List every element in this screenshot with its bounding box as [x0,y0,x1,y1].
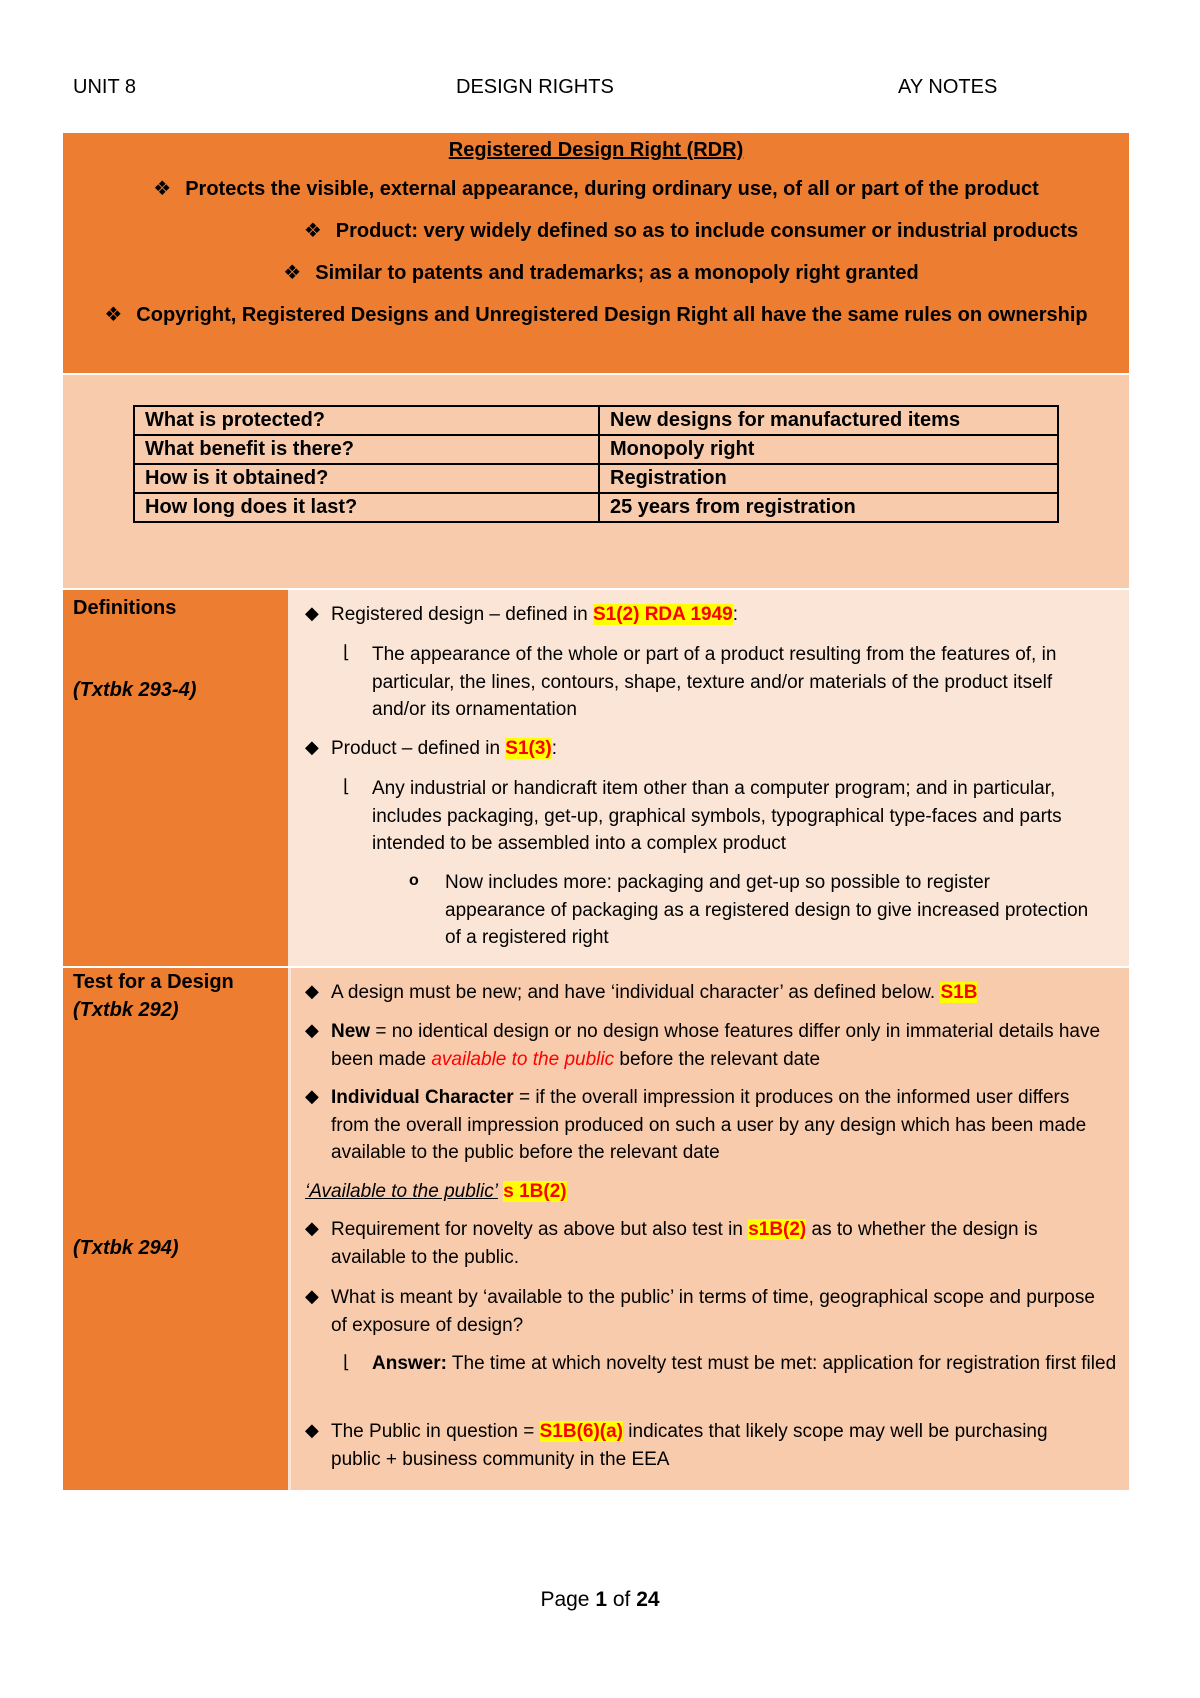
definitions-label: Definitions [73,597,177,619]
diamond-bullet-icon: ❖ [153,178,172,200]
definitions-content [291,590,1129,966]
diamond-bullet-icon: ◆ [305,1218,319,1238]
test-ref-1: (Txtbk 292) [73,999,179,1021]
table-row [134,464,1058,493]
question-cell: How long does it last? [134,493,599,522]
intro-bullet: ❖ Copyright, Registered Designs and Unregistered Design Right all have the same rules on ownership [104,304,1088,326]
definitions-label-cell [63,590,291,966]
definition-subsubitem: Now includes more: packaging and get-up so possible to register appearance of packaging as a registered design to give increased protection of a registered right [445,872,1089,948]
header-unit: UNIT 8 [73,76,136,98]
bracket-bullet-icon: ⌊ [343,1352,351,1372]
diamond-bullet-icon: ◆ [305,603,319,623]
table-row [134,406,1058,435]
answer-cell: Monopoly right [599,435,1058,464]
circle-bullet-icon: o [409,872,419,889]
test-item: The Public in question = S1B(6)(a) indicates that likely scope may well be purchasing public + business community in the EEA [331,1421,1048,1470]
key-facts-box [63,375,1129,588]
definition-item: Product – defined in S1(3): [331,738,558,759]
bracket-bullet-icon: ⌊ [343,776,351,796]
test-subitem: Answer: The time at which novelty test must be met: application for registration first filed [372,1353,1117,1374]
diamond-bullet-icon: ❖ [283,262,302,284]
test-item: What is meant by ‘available to the public’ in terms of time, geographical scope and purpose of exposure of design? [331,1287,1095,1336]
intro-title: Registered Design Right (RDR) [448,139,744,161]
available-to-public-heading: ‘Available to the public’ s 1B(2) [305,1181,567,1202]
diamond-bullet-icon: ◆ [305,1420,319,1440]
test-content [291,968,1129,1490]
test-item: New = no identical design or no design whose features differ only in immaterial details have been made available to the public before the relevant date [331,1021,1101,1070]
key-facts-table [133,405,1059,523]
table-row [134,435,1058,464]
test-label-cell [63,968,291,1490]
definition-item: Registered design – defined in S1(2) RDA 1949: [331,604,738,625]
question-cell: How is it obtained? [134,464,599,493]
test-item: A design must be new; and have ‘individual character’ as defined below. S1B [331,982,978,1003]
test-item: Individual Character = if the overall impression it produces on the informed user differs from the overall impression produced on such a user by any design which has been made available to the public before the relevant date [331,1087,1087,1163]
table-row [134,493,1058,522]
intro-bullet: ❖ Product: very widely defined so as to include consumer or industrial products [303,220,1079,242]
diamond-bullet-icon: ❖ [303,220,322,242]
diamond-bullet-icon: ❖ [104,304,123,326]
test-row [63,968,1129,1490]
definitions-ref: (Txtbk 293-4) [73,679,197,701]
intro-bullet: ❖ Similar to patents and trademarks; as a monopoly right granted [283,262,919,284]
test-label: Test for a Design [73,971,234,993]
answer-cell: Registration [599,464,1058,493]
definition-subitem: Any industrial or handicraft item other than a computer program; and in particular, includes packaging, get-up, graphical symbols, typographical type-faces and parts intended to be assembled into a complex product [372,778,1062,854]
question-cell: What benefit is there? [134,435,599,464]
intro-box [63,133,1129,373]
diamond-bullet-icon: ◆ [305,737,319,757]
header-title: DESIGN RIGHTS [456,76,614,98]
definitions-row [63,590,1129,966]
diamond-bullet-icon: ◆ [305,1086,319,1106]
diamond-bullet-icon: ◆ [305,1286,319,1306]
diamond-bullet-icon: ◆ [305,981,319,1001]
page-footer: Page 1 of 24 [540,1588,660,1611]
header-notes: AY NOTES [898,76,998,98]
test-ref-2: (Txtbk 294) [73,1237,179,1259]
question-cell: What is protected? [134,406,599,435]
bracket-bullet-icon: ⌊ [343,642,351,662]
answer-cell: 25 years from registration [599,493,1058,522]
definition-subitem: The appearance of the whole or part of a product resulting from the features of, in particular, the lines, contours, shape, texture and/or materials of the product itself and/or its ornamentation [372,644,1057,720]
intro-bullet: ❖ Protects the visible, external appearance, during ordinary use, of all or part of the product [153,178,1039,200]
test-item: Requirement for novelty as above but also test in s1B(2) as to whether the design is available to the public. [331,1219,1038,1268]
answer-cell: New designs for manufactured items [599,406,1058,435]
diamond-bullet-icon: ◆ [305,1020,319,1040]
